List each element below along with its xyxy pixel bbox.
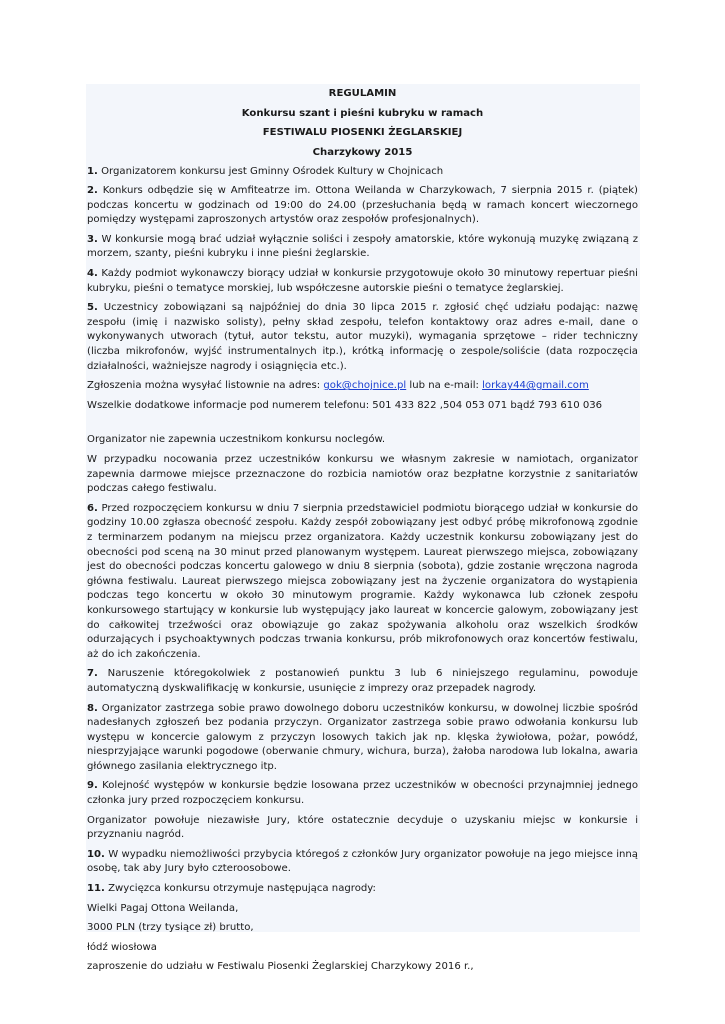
document-page — [86, 84, 640, 973]
prize-item: Wielki Pagaj Ottona Weilanda, — [87, 902, 239, 914]
paragraph-number: 2. — [87, 185, 98, 197]
paragraph-text: Organizatorem konkursu jest Gminny Ośrodek Kultury w Chojnicach — [97, 165, 444, 177]
paragraph-number: 7. — [87, 668, 98, 680]
paragraph-7 — [87, 667, 638, 696]
doc-subtitle: Konkursu szant i pieśni kubryku w ramach — [241, 107, 484, 119]
paragraph-number: 10. — [87, 848, 105, 860]
paragraph-8 — [87, 702, 638, 775]
paragraph-number: 3. — [87, 233, 98, 245]
paragraph-text: Naruszenie któregokolwiek z postanowień punktu 3 lub 6 niniejszego regulaminu, powoduje automatyczną dyskwalifikację w konkursie, usunięcie z imprezy oraz przepadek nagrody. — [87, 668, 638, 694]
paragraph-11 — [87, 882, 638, 897]
festival-location-year: Charzykowy 2015 — [312, 146, 413, 158]
paragraph-number: 8. — [87, 702, 98, 714]
paragraph-text: W wypadku niemożliwości przybycia któregoś z członków Jury organizator powołuje na jego miejsce inną osobę, tak aby Jury było czteroosobowe. — [87, 848, 638, 875]
paragraph-4 — [87, 267, 638, 296]
paragraph-text: Organizator zastrzega sobie prawo dowolnego doboru uczestników konkursu, w dowolnej liczbie spośród nadesłanych zgłoszeń bez podania przyczyn. Organizator zastrzega sobie prawo odwołania konkursu lub występu w koncercie galowym z przyczyn losowych takich jak np. klęska żywiołowa, pożar, powódź, niesprzyjające warunki pogodowe (oberwanie chmury, wichura, burza), żałoba narodowa lub lokalna, awaria głównego zasilania elektrycznego itp. — [87, 702, 638, 772]
prize-item: zaproszenie do udziału w Festiwalu Piosenki Żeglarskiej Charzykowy 2016 r., — [87, 961, 474, 973]
prize-item: 3000 PLN (trzy tysiące zł) brutto, — [87, 922, 254, 934]
doc-title: REGULAMIN — [328, 88, 397, 99]
submission-line — [87, 379, 638, 394]
paragraph-text: Kolejność występów w konkursie będzie losowana przez uczestników w obecności przynajmniej jednego członka jury przed rozpoczęciem konkursu. — [87, 780, 638, 807]
paragraph-1 — [87, 165, 638, 180]
no-lodging-note: Organizator nie zapewnia uczestnikom konkursu noclegów. — [87, 434, 386, 446]
paragraph-6 — [87, 502, 638, 663]
camping-note: W przypadku nocowania przez uczestników konkursu we własnym zakresie w namiotach, organizator zapewnia darmowe miejsce przeznaczone do rozbicia namiotów oraz bezpłatne korzystnie z sanitariatów podczas całego festiwalu. — [87, 454, 638, 495]
paragraph-text: Uczestnicy zobowiązani są najpóźniej do dnia 30 lipca 2015 r. zgłosić chęć udziału podając: nazwę zespołu (imię i nazwisko solisty), pełny skład zespołu, telefon kontaktowy oraz adres e-mail, dane o wykonywanych utworach (tytuł, autor tekstu, autor muzyki), wymagania sprzętowe – rider techniczny (liczba mikrofonów, wyjść instrumentalnych itp.), krótką informację o zespole/soliście (data rozpoczęcia działalności, ważniejsze nagrody i osiągnięcia etc.). — [87, 302, 638, 372]
paragraph-number: 11. — [87, 883, 105, 895]
paragraph-text: Zwycięzca konkursu otrzymuje następująca nagrody: — [104, 883, 376, 895]
jury-note: Organizator powołuje niezawisłe Jury, które ostatecznie decyduje o uzyskaniu miejsc w konkursie i przyznaniu nagród. — [87, 814, 638, 841]
paragraph-3 — [87, 233, 638, 262]
email-link-gok[interactable]: gok@chojnice.pl — [323, 380, 407, 392]
paragraph-number: 6. — [87, 502, 98, 514]
submission-middle: lub na e-mail: — [406, 380, 483, 392]
paragraph-text: W konkursie mogą brać udział wyłącznie soliści i zespoły amatorskie, które wykonują muzykę związaną z morzem, szanty, pieśni kubryku i inne pieśni żeglarskie. — [87, 233, 638, 260]
phone-info: Wszelkie dodatkowe informacje pod numerem telefonu: 501 433 822 ,504 053 071 bądź 793 610 036 — [87, 399, 603, 411]
paragraph-9 — [87, 779, 638, 808]
paragraph-text: Konkurs odbędzie się w Amfiteatrze im. Ottona Weilanda w Charzykowach, 7 sierpnia 2015 r. (piątek) podczas koncertu w godzinach od 19:00 do 24.00 (przesłuchania będą w ramach koncert wieczornego pomiędzy występami zaproszonych artystów oraz zespołów profesjonalnych). — [87, 185, 638, 226]
email-link-lorkay[interactable]: lorkay44@gmail.com — [482, 380, 589, 392]
paragraph-text: Przed rozpoczęciem konkursu w dniu 7 sierpnia przedstawiciel podmiotu biorącego udział w konkursie do godziny 10.00 zgłasza obecność zespołu. Każdy zespół zobowiązany jest odbyć próbę mikrofonową zgodnie z terminarzem podanym na miejscu przez organizatora. Każdy uczestnik konkursu zobowiązany jest do obecności pod sceną na 30 minut przed planowanym występem. Laureat pierwszego miejsca, zobowiązany jest do obecności podczas koncertu galowego w dniu 8 sierpnia (sobota), gdzie zostanie wręczona nagroda główna festiwalu. Laureat pierwszego miejsca zobowiązany jest na życzenie organizatora do wystąpienia podczas tego koncertu w około 30 minutowym programie. Każdy wykonawca lub członek zespołu konkursowego startujący w konkursie lub występujący jako laureat w koncercie galowym, zobowiązany jest do całkowitej trzeźwości oraz obowiązuje go zakaz spożywania alkoholu oraz wszelkich środków odurzających i psychoaktywnych podczas trwania konkursu, prób mikrofonowych oraz koncertów festiwalu, aż do ich zakończenia. — [87, 502, 638, 660]
paragraph-text: Każdy podmiot wykonawczy biorący udział w konkursie przygotowuje około 30 minutowy repertuar pieśni kubryku, pieśni o tematyce morskiej, lub współczesne autorskie pieśni o tematyce żeglarskiej. — [87, 268, 638, 294]
paragraph-2 — [87, 184, 638, 228]
paragraph-number: 9. — [87, 780, 98, 792]
paragraph-10 — [87, 848, 638, 877]
prize-item: łódź wiosłowa — [87, 941, 157, 953]
festival-name: FESTIWALU PIOSENKI ŻEGLARSKIEJ — [262, 127, 463, 138]
paragraph-5 — [87, 301, 638, 374]
document-body — [86, 84, 640, 975]
submission-prefix: Zgłoszenia można wysyłać listownie na adres: — [87, 380, 324, 392]
paragraph-number: 4. — [87, 268, 98, 280]
paragraph-number: 5. — [87, 302, 98, 314]
paragraph-number: 1. — [87, 165, 98, 177]
